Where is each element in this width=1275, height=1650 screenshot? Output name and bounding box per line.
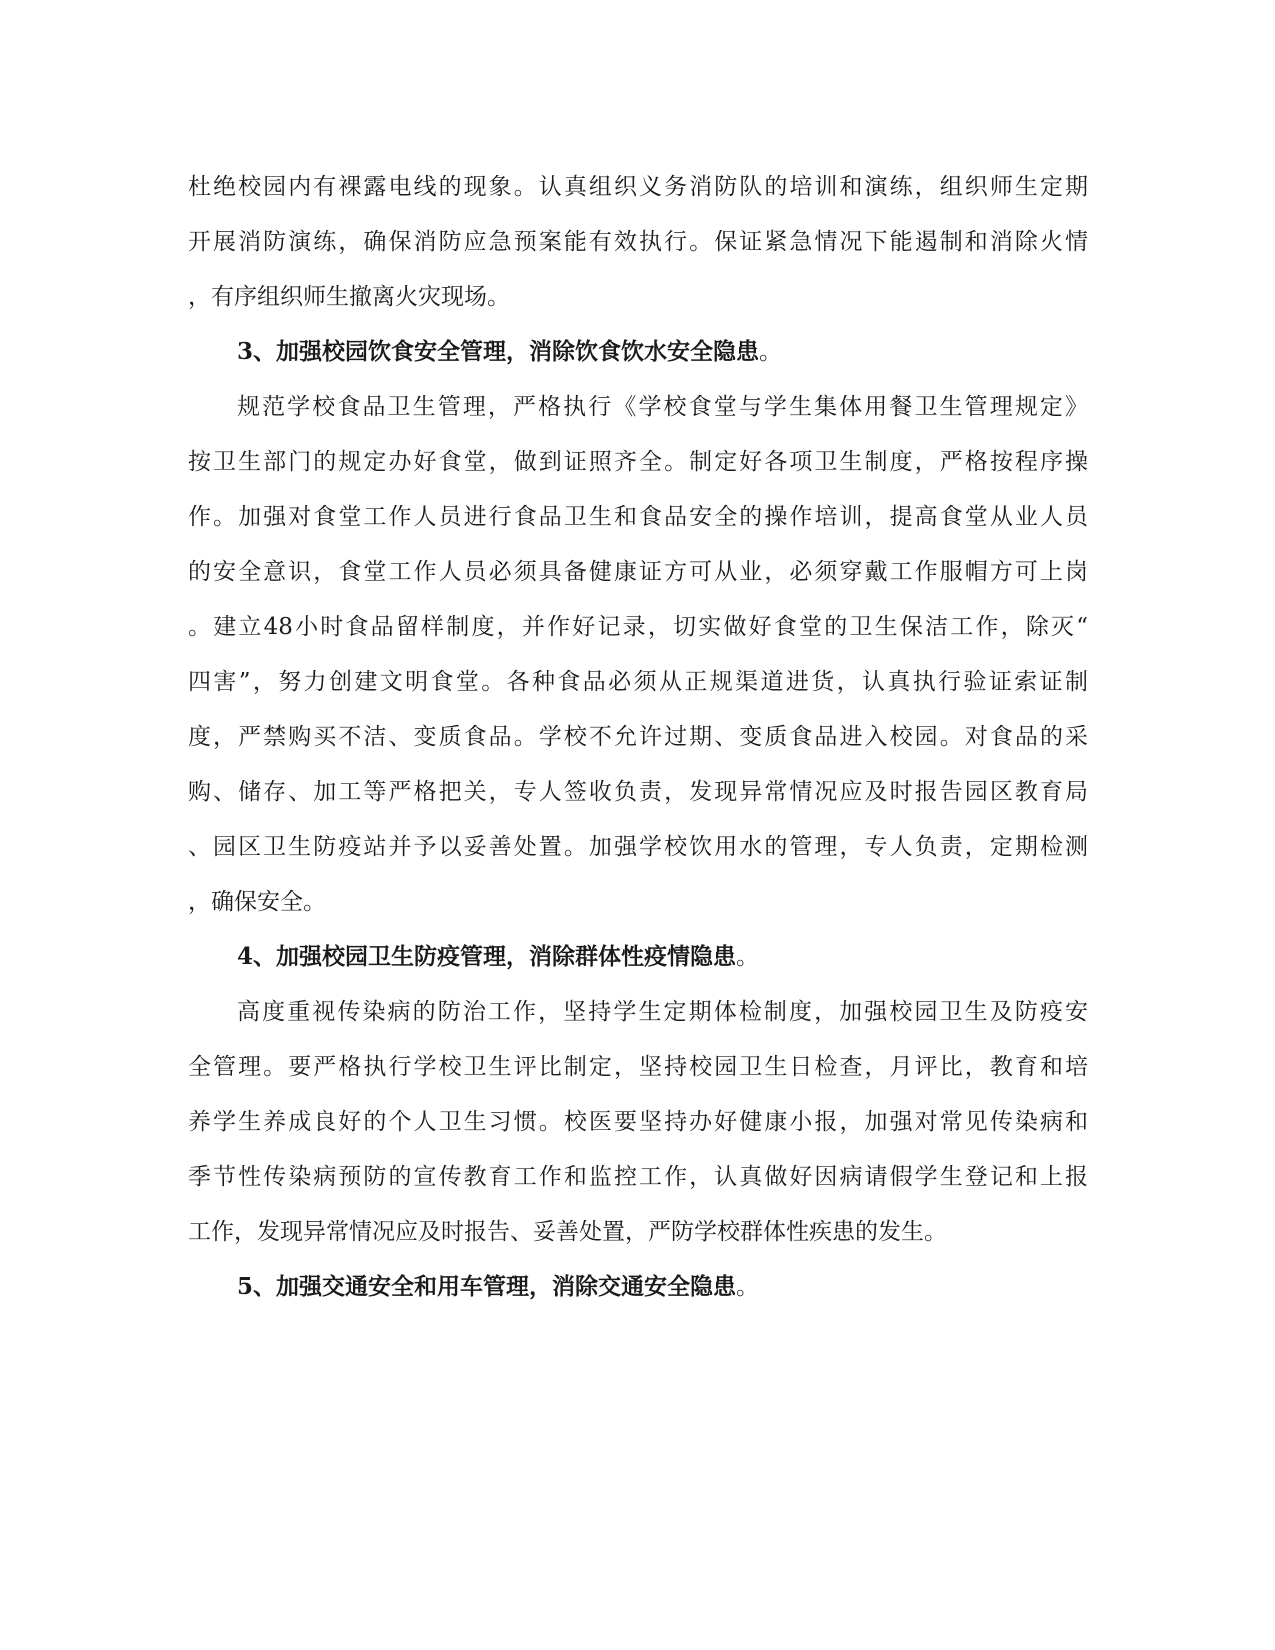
paragraph-line: 四害”，努力创建文明食堂。各种食品必须从正规渠道进货，认真执行验证索证制 <box>188 669 1088 695</box>
paragraph-line: 购、储存、加工等严格把关，专人签收负责，发现异常情况应及时报告园区教育局 <box>188 779 1088 805</box>
paragraph-line: 度，严禁购买不洁、变质食品。学校不允许过期、变质食品进入校园。对食品的采 <box>188 724 1088 750</box>
section-heading-3 <box>237 332 1137 372</box>
paragraph-line: 、园区卫生防疫站并予以妥善处置。加强学校饮用水的管理，专人负责，定期检测 <box>188 834 1088 860</box>
paragraph-line: ，确保安全。 <box>188 889 326 915</box>
section-heading-punctuation: 。 <box>759 339 783 365</box>
paragraph-line: 高度重视传染病的防治工作，坚持学生定期体检制度，加强校园卫生及防疫安 <box>237 999 1088 1025</box>
paragraph-line: 作。加强对食堂工作人员进行食品卫生和食品安全的操作培训，提高食堂从业人员 <box>188 504 1088 530</box>
section-heading-text: 4、加强校园卫生防疫管理，消除群体性疫情隐患 <box>237 943 737 970</box>
paragraph-line: 开展消防演练，确保消防应急预案能有效执行。保证紧急情况下能遏制和消除火情 <box>188 229 1088 255</box>
paragraph-line: 工作，发现异常情况应及时报告、妥善处置，严防学校群体性疾患的发生。 <box>188 1219 947 1245</box>
paragraph-line: 季节性传染病预防的宣传教育工作和监控工作，认真做好因病请假学生登记和上报 <box>188 1164 1088 1190</box>
section-heading-text: 5、加强交通安全和用车管理，消除交通安全隐患 <box>237 1273 737 1300</box>
paragraph-line: 的安全意识，食堂工作人员必须具备健康证方可从业，必须穿戴工作服帽方可上岗 <box>188 559 1088 585</box>
paragraph-line: ，有序组织师生撤离火灾现场。 <box>188 284 510 310</box>
paragraph-line: 。建立48小时食品留样制度，并作好记录，切实做好食堂的卫生保洁工作，除灭“ <box>188 614 1088 640</box>
section-heading-4 <box>237 937 1137 977</box>
section-heading-text: 3、加强校园饮食安全管理，消除饮食饮水安全隐患 <box>237 338 760 365</box>
paragraph-line: 全管理。要严格执行学校卫生评比制定，坚持校园卫生日检查，月评比，教育和培 <box>188 1054 1088 1080</box>
paragraph-line: 按卫生部门的规定办好食堂，做到证照齐全。制定好各项卫生制度，严格按程序操 <box>188 449 1088 475</box>
section-heading-punctuation: 。 <box>736 944 760 970</box>
paragraph-line: 规范学校食品卫生管理，严格执行《学校食堂与学生集体用餐卫生管理规定》 <box>237 394 1088 420</box>
paragraph-line: 杜绝校园内有裸露电线的现象。认真组织义务消防队的培训和演练，组织师生定期 <box>188 174 1088 200</box>
paragraph-line: 养学生养成良好的个人卫生习惯。校医要坚持办好健康小报，加强对常见传染病和 <box>188 1109 1088 1135</box>
section-heading-5 <box>237 1267 1137 1307</box>
section-heading-punctuation: 。 <box>736 1274 760 1300</box>
